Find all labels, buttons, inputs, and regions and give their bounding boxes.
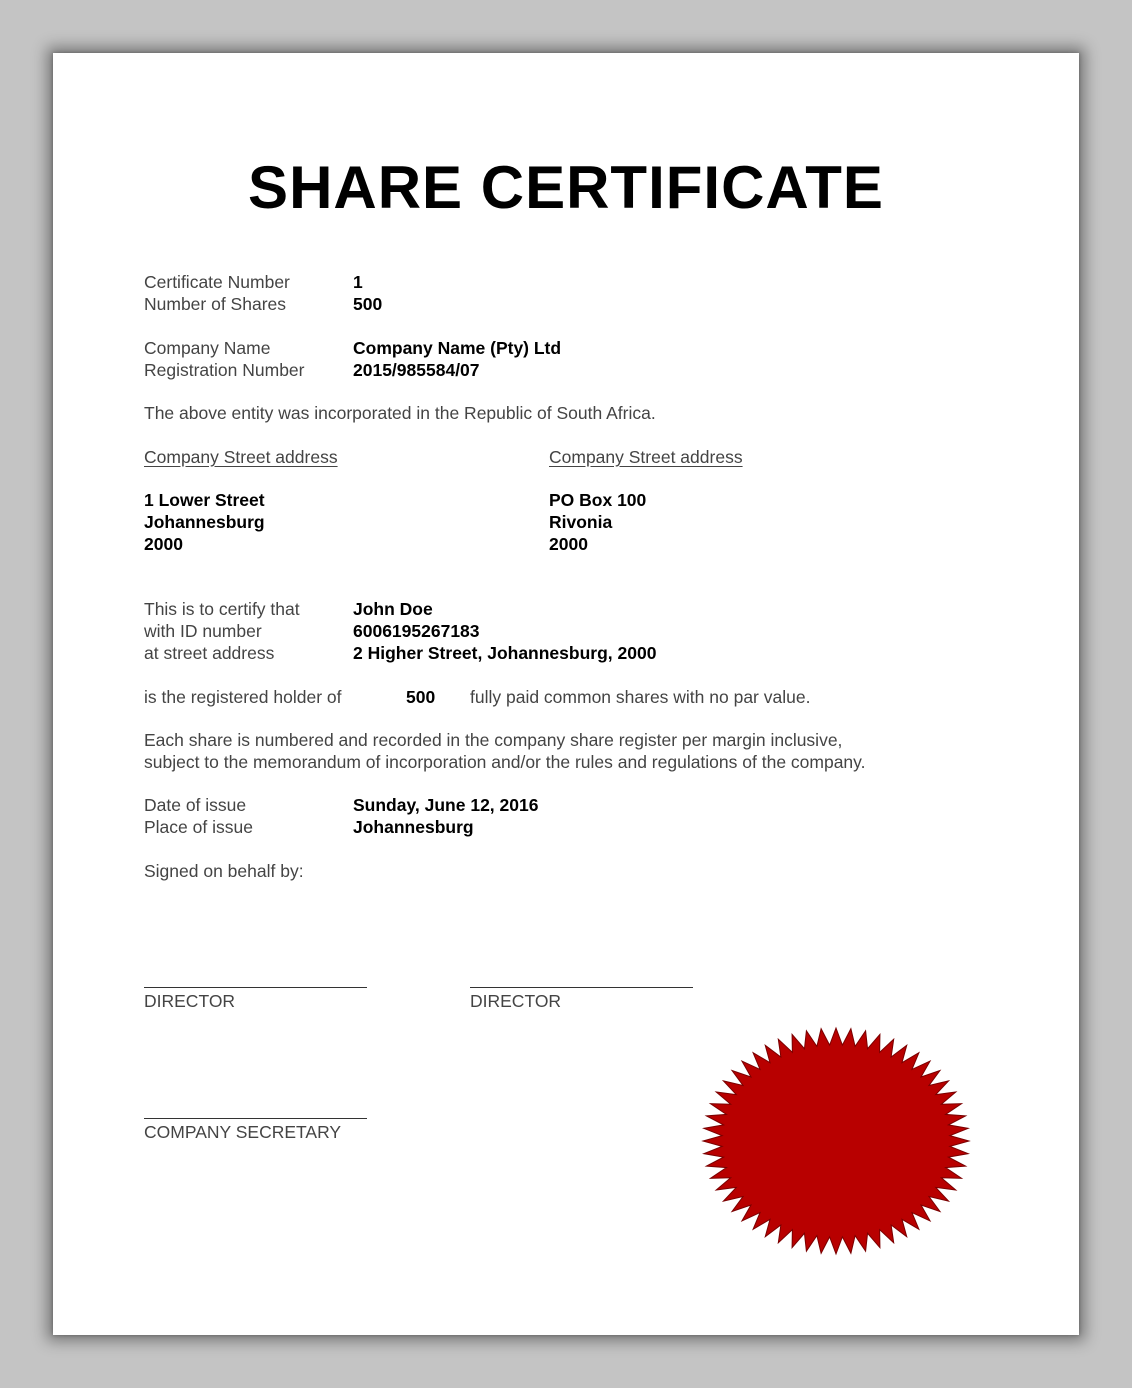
registered-holder-prefix: is the registered holder of [144,687,342,707]
street-address-label: at street address [144,643,275,663]
holder-name: John Doe [353,599,433,619]
certificate-page [53,53,1079,1335]
street-address-heading-right: Company Street address [549,447,743,467]
street-address-heading-left: Company Street address [144,447,338,467]
director-2-signature-line [470,987,693,988]
holder-address: 2 Higher Street, Johannesburg, 2000 [353,643,657,663]
address-left-line3: 2000 [144,534,183,554]
certify-label: This is to certify that [144,599,300,619]
address-right-line3: 2000 [549,534,588,554]
seal-starburst [703,1028,969,1254]
registered-holder-suffix: fully paid common shares with no par value. [470,687,811,707]
page-title: SHARE CERTIFICATE [248,154,884,221]
secretary-signature-line [144,1118,367,1119]
id-number-label: with ID number [144,621,262,641]
id-number-value: 6006195267183 [353,621,480,641]
certificate-number-value: 1 [353,272,363,292]
red-seal-icon [698,1025,974,1257]
registered-shares-value: 500 [406,687,436,707]
address-right-line1: PO Box 100 [549,490,647,510]
registration-number-value: 2015/985584/07 [353,360,480,380]
address-left-line1: 1 Lower Street [144,490,265,510]
company-secretary-label: COMPANY SECRETARY [144,1122,342,1142]
company-name-value: Company Name (Pty) Ltd [353,338,562,358]
place-of-issue-value: Johannesburg [353,817,474,837]
registration-number-label: Registration Number [144,360,305,380]
share-register-paragraph-line1: Each share is numbered and recorded in the company share register per margin inclusive, [144,730,843,750]
signed-on-behalf-text: Signed on behalf by: [144,861,304,881]
number-of-shares-label: Number of Shares [144,294,287,314]
date-of-issue-label: Date of issue [144,795,247,815]
incorporation-text: The above entity was incorporated in the Republic of South Africa. [144,403,656,423]
company-name-label: Company Name [144,338,271,358]
director-2-label: DIRECTOR [470,991,562,1011]
address-left-line2: Johannesburg [144,512,265,532]
share-register-paragraph-line2: subject to the memorandum of incorporation and/or the rules and regulations of the company. [144,752,866,772]
address-right-line2: Rivonia [549,512,613,532]
director-1-signature-line [144,987,367,988]
certificate-number-label: Certificate Number [144,272,290,292]
director-1-label: DIRECTOR [144,991,236,1011]
number-of-shares-value: 500 [353,294,383,314]
place-of-issue-label: Place of issue [144,817,253,837]
date-of-issue-value: Sunday, June 12, 2016 [353,795,539,815]
